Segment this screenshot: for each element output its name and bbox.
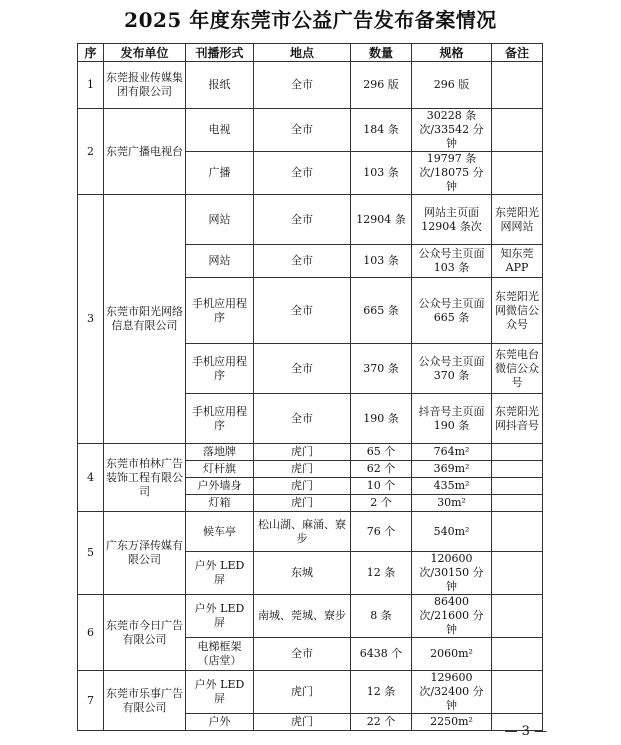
cell-spec: 369m² — [412, 461, 492, 478]
cell-qty: 103 条 — [351, 152, 412, 195]
cell-spec: 公众号主页面 370 条 — [412, 344, 492, 394]
cell-publisher: 东莞市今日广告有限公司 — [104, 595, 186, 671]
page-title: 2025 年度东莞市公益广告发布备案情况 — [124, 8, 497, 32]
cell-spec: 86400 次/21600 分钟 — [412, 595, 492, 638]
cell-place: 虎门 — [254, 671, 351, 714]
cell-place: 全市 — [254, 245, 351, 278]
cell-no: 1 — [78, 62, 104, 109]
cell-qty: 65 个 — [351, 444, 412, 461]
header-row — [78, 44, 543, 62]
cell-form: 户外 LED 屏 — [186, 552, 254, 595]
cell-place: 全市 — [254, 195, 351, 245]
cell-form: 手机应用程序 — [186, 394, 254, 444]
cell-place: 虎门 — [254, 495, 351, 512]
cell-form: 候车亭 — [186, 512, 254, 552]
cell-qty: 184 条 — [351, 109, 412, 152]
table-row — [78, 444, 543, 461]
cell-place: 全市 — [254, 62, 351, 109]
table-row — [78, 512, 543, 552]
header-place: 地点 — [254, 44, 351, 62]
cell-note: 东莞电台微信公众号 — [492, 344, 543, 394]
cell-note — [492, 595, 543, 638]
cell-note — [492, 461, 543, 478]
cell-qty: 12904 条 — [351, 195, 412, 245]
record-table — [77, 43, 543, 731]
cell-publisher: 东莞市乐事广告有限公司 — [104, 671, 186, 731]
cell-note — [492, 478, 543, 495]
cell-qty: 10 个 — [351, 478, 412, 495]
cell-spec: 19797 条次/18075 分钟 — [412, 152, 492, 195]
cell-place: 全市 — [254, 394, 351, 444]
cell-spec: 网站主页面12904 条次 — [412, 195, 492, 245]
header-spec: 规格 — [412, 44, 492, 62]
cell-publisher: 东莞市柏林广告装饰工程有限公司 — [104, 444, 186, 512]
cell-form: 灯箱 — [186, 495, 254, 512]
cell-form: 电梯框架（店堂） — [186, 638, 254, 671]
cell-spec: 435m² — [412, 478, 492, 495]
cell-form: 户外墙身 — [186, 478, 254, 495]
cell-note — [492, 62, 543, 109]
cell-publisher: 东莞市阳光网络信息有限公司 — [104, 195, 186, 444]
cell-qty: 296 版 — [351, 62, 412, 109]
page-number: — 3 — — [504, 724, 547, 739]
cell-qty: 76 个 — [351, 512, 412, 552]
cell-spec: 296 版 — [412, 62, 492, 109]
cell-place: 虎门 — [254, 461, 351, 478]
cell-qty: 6438 个 — [351, 638, 412, 671]
cell-form: 网站 — [186, 195, 254, 245]
cell-note — [492, 152, 543, 195]
cell-no: 5 — [78, 512, 104, 595]
cell-spec: 30m² — [412, 495, 492, 512]
cell-qty: 62 个 — [351, 461, 412, 478]
cell-qty: 22 个 — [351, 714, 412, 731]
cell-spec: 129600 次/32400 分钟 — [412, 671, 492, 714]
cell-spec: 2060m² — [412, 638, 492, 671]
cell-note: 东莞阳光网抖音号 — [492, 394, 543, 444]
cell-publisher: 广东万泽传媒有限公司 — [104, 512, 186, 595]
cell-note — [492, 638, 543, 671]
cell-note — [492, 109, 543, 152]
cell-form: 报纸 — [186, 62, 254, 109]
header-no: 序 — [78, 44, 104, 62]
table-row — [78, 62, 543, 109]
cell-place: 松山湖、麻涌、寮步 — [254, 512, 351, 552]
cell-no: 6 — [78, 595, 104, 671]
cell-qty: 190 条 — [351, 394, 412, 444]
cell-form: 户外 LED 屏 — [186, 671, 254, 714]
cell-no: 7 — [78, 671, 104, 731]
cell-spec: 30228 条次/33542 分钟 — [412, 109, 492, 152]
cell-no: 4 — [78, 444, 104, 512]
cell-form: 电视 — [186, 109, 254, 152]
cell-place: 全市 — [254, 278, 351, 344]
cell-note — [492, 552, 543, 595]
cell-spec: 120600 次/30150 分钟 — [412, 552, 492, 595]
cell-place: 全市 — [254, 344, 351, 394]
cell-place: 东城 — [254, 552, 351, 595]
cell-place: 虎门 — [254, 478, 351, 495]
cell-note — [492, 671, 543, 714]
cell-spec: 764m² — [412, 444, 492, 461]
cell-qty: 2 个 — [351, 495, 412, 512]
cell-note — [492, 444, 543, 461]
header-form: 刊播形式 — [186, 44, 254, 62]
cell-form: 网站 — [186, 245, 254, 278]
cell-place: 虎门 — [254, 714, 351, 731]
cell-spec: 公众号主页面 103 条 — [412, 245, 492, 278]
table-row — [78, 595, 543, 638]
cell-form: 手机应用程序 — [186, 344, 254, 394]
cell-publisher: 东莞广播电视台 — [104, 109, 186, 195]
cell-place: 虎门 — [254, 444, 351, 461]
cell-no: 3 — [78, 195, 104, 444]
cell-qty: 665 条 — [351, 278, 412, 344]
header-qty: 数量 — [351, 44, 412, 62]
cell-form: 落地牌 — [186, 444, 254, 461]
cell-spec: 540m² — [412, 512, 492, 552]
cell-note — [492, 495, 543, 512]
cell-qty: 370 条 — [351, 344, 412, 394]
table-row — [78, 109, 543, 152]
cell-qty: 103 条 — [351, 245, 412, 278]
cell-note — [492, 512, 543, 552]
header-note: 备注 — [492, 44, 543, 62]
cell-spec: 2250m² — [412, 714, 492, 731]
cell-form: 灯杆旗 — [186, 461, 254, 478]
cell-place: 全市 — [254, 109, 351, 152]
cell-publisher: 东莞报业传媒集团有限公司 — [104, 62, 186, 109]
table-row — [78, 195, 543, 245]
cell-note: 知东莞APP — [492, 245, 543, 278]
cell-spec: 抖音号主页面 190 条 — [412, 394, 492, 444]
table-row — [78, 671, 543, 714]
cell-qty: 12 条 — [351, 552, 412, 595]
cell-place: 全市 — [254, 152, 351, 195]
cell-qty: 8 条 — [351, 595, 412, 638]
cell-qty: 12 条 — [351, 671, 412, 714]
cell-no: 2 — [78, 109, 104, 195]
cell-note: 东莞阳光网网站 — [492, 195, 543, 245]
cell-form: 户外 — [186, 714, 254, 731]
cell-note: 东莞阳光网微信公众号 — [492, 278, 543, 344]
cell-form: 广播 — [186, 152, 254, 195]
cell-place: 全市 — [254, 638, 351, 671]
cell-form: 户外 LED 屏 — [186, 595, 254, 638]
cell-spec: 公众号主页面 665 条 — [412, 278, 492, 344]
header-publisher: 发布单位 — [104, 44, 186, 62]
cell-place: 南城、莞城、寮步 — [254, 595, 351, 638]
cell-form: 手机应用程序 — [186, 278, 254, 344]
